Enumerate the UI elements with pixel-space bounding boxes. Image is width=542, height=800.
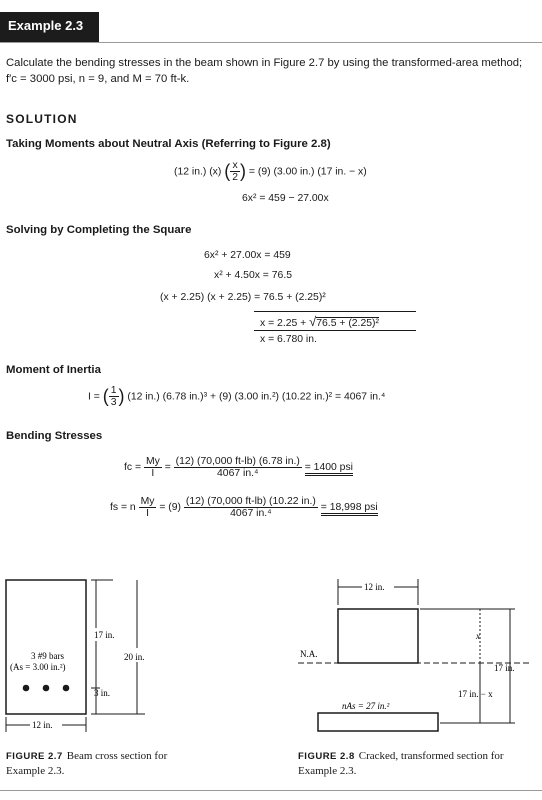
fc-equals: = (164, 462, 171, 473)
fraction-numerator: x (230, 160, 240, 172)
fs-mid: = (9) (159, 502, 181, 513)
moments-eq1-fraction (230, 160, 240, 183)
nas-label: nAs = 27 in.² (342, 701, 390, 711)
fraction-denominator: I (151, 468, 155, 479)
fs-my-fraction (139, 496, 157, 519)
fs-equation (110, 496, 378, 519)
solution-title: SOLUTION (6, 112, 78, 126)
fraction-denominator: 4067 in.⁴ (230, 508, 272, 519)
fc-my-fraction (144, 456, 162, 479)
figure-2-7-diagram (0, 570, 200, 735)
stress-heading: Bending Stresses (6, 430, 103, 442)
problem-line-2: f′c = 3000 psi, n = 9, and M = 70 ft-k. (6, 73, 190, 85)
figure-2-8-caption-text: Cracked, transformed section for Example 2.3. (298, 750, 504, 777)
square-equation-3: (x + 2.25) (x + 2.25) = 76.5 + (2.25)² (160, 292, 326, 303)
dim-17-label: 17 in. (494, 663, 515, 673)
inertia-rhs: (12 in.) (6.78 in.)³ + (9) (3.00 in.²) (10.22 in.)² = 4067 in.⁴ (127, 391, 386, 403)
figure-2-7-label: FIGURE 2.7 (6, 751, 63, 762)
transformed-concrete-area (338, 609, 418, 663)
footer-rule (0, 790, 542, 791)
sq-eq4-radicand: 76.5 + (2.25)² (316, 318, 379, 329)
fraction-denominator: 3 (110, 397, 117, 408)
fs-result: = 18,998 psi (321, 502, 378, 516)
sq-eq4-left: x = 2.25 + (260, 318, 307, 329)
paren-open: ( (102, 386, 109, 406)
square-equation-2: x² + 4.50x = 76.5 (214, 270, 292, 281)
example-title: Example 2.3 (8, 18, 84, 33)
fs-lhs: fs = n (110, 502, 136, 513)
problem-line-1: Calculate the bending stresses in the beam shown in Figure 2.7 by using the transformed-area method; (6, 57, 523, 69)
fraction-denominator: I (146, 508, 149, 519)
rebar-dot (23, 685, 30, 692)
fc-equation (124, 456, 353, 479)
figure-2-8-diagram (290, 575, 538, 740)
moments-eq1-right: = (9) (3.00 in.) (17 in. − x) (248, 166, 367, 178)
inertia-fraction (109, 385, 119, 408)
dim-12-label: 12 in. (364, 582, 385, 592)
moments-eq1-left: (12 in.) (x) (174, 166, 222, 178)
dim-17x-label: 17 in. − x (458, 689, 493, 699)
moments-equation-1 (174, 160, 367, 183)
dim-17-label: 17 in. (94, 630, 115, 640)
fraction-denominator: 4067 in.⁴ (217, 468, 259, 479)
square-equation-4 (260, 314, 379, 329)
inertia-equation (88, 385, 385, 408)
dim-20-label: 20 in. (124, 652, 145, 662)
paren-close: ) (118, 386, 125, 406)
beam-section-outline (6, 580, 86, 714)
rebar-dot (63, 685, 70, 692)
fraction-numerator: 1 (110, 385, 117, 396)
inertia-heading: Moment of Inertia (6, 364, 101, 376)
fc-value-fraction (174, 456, 302, 479)
dim-12-label: 12 in. (32, 720, 53, 730)
fraction-numerator: My (140, 496, 155, 507)
fraction-numerator: My (145, 456, 160, 467)
square-equation-5: x = 6.780 in. (260, 334, 317, 345)
bars-area-label: (As = 3.00 in.²) (10, 662, 66, 672)
fs-value-fraction (184, 496, 318, 519)
fraction-denominator: 2 (232, 172, 239, 183)
rebar-dot (43, 685, 50, 692)
na-label: N.A. (300, 649, 318, 659)
dim-3-label: 3 in. (94, 688, 111, 698)
paren-close: ) (240, 161, 247, 181)
figure-2-8-label: FIGURE 2.8 (298, 751, 355, 762)
moments-equation-2: 6x² = 459 − 27.00x (242, 193, 329, 204)
fc-result: = 1400 psi (305, 462, 353, 476)
moments-heading: Taking Moments about Neutral Axis (Referring to Figure 2.8) (6, 138, 331, 150)
figure-2-7-caption (6, 749, 206, 778)
square-rule-1 (254, 311, 416, 312)
header-rule (0, 42, 542, 43)
bars-label: 3 #9 bars (31, 651, 64, 661)
square-heading: Solving by Completing the Square (6, 224, 192, 236)
transformed-steel-area (318, 713, 438, 731)
square-equation-1: 6x² + 27.00x = 459 (204, 250, 291, 261)
sqrt-sign: √ (309, 314, 317, 329)
fraction-numerator: (12) (70,000 ft-lb) (6.78 in.) (175, 456, 300, 467)
figure-2-8-caption (298, 749, 538, 778)
figure-2-7-caption-text: Beam cross section for Example 2.3. (6, 750, 168, 777)
paren-open: ( (224, 161, 231, 181)
fraction-numerator: (12) (70,000 ft-lb) (10.22 in.) (185, 496, 316, 507)
inertia-lhs: I = (88, 391, 100, 403)
square-rule-2 (254, 330, 416, 331)
x-label: x (476, 631, 480, 641)
fc-lhs: fc = (124, 462, 142, 473)
